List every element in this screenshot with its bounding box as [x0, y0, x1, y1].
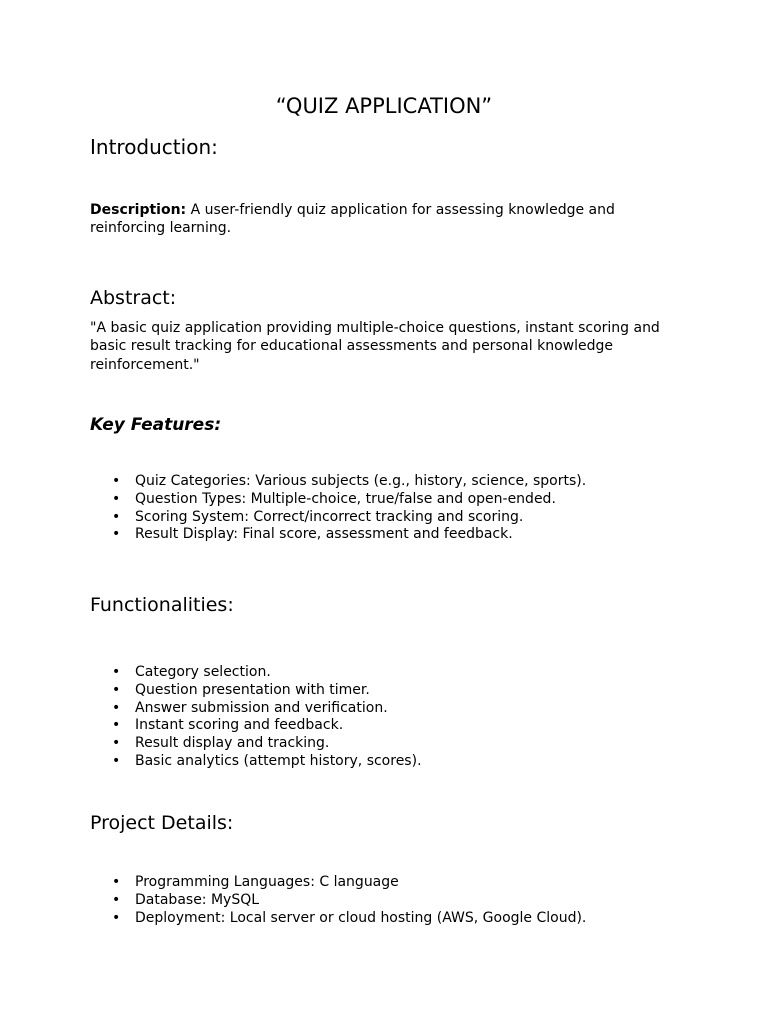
list-item	[90, 735, 422, 753]
description-text: A user-friendly quiz application for assessing knowledge and reinforcing learning.	[90, 202, 615, 237]
list-item-text: Answer submission and verification.	[135, 699, 388, 716]
document-title: “QUIZ APPLICATION”	[275, 94, 493, 118]
list-item-text: Result display and tracking.	[135, 735, 330, 752]
list-item-text: Result Display: Final score, assessment and feedback.	[135, 526, 513, 543]
bullet-icon: •	[112, 473, 121, 489]
bullet-icon: •	[112, 909, 121, 926]
project-details-heading: Project Details:	[90, 812, 234, 834]
introduction-heading: Introduction:	[90, 135, 218, 159]
description-paragraph	[90, 201, 670, 238]
bullet-icon: •	[112, 699, 121, 716]
bullet-icon: •	[112, 664, 121, 680]
list-item-text: Deployment: Local server or cloud hosting (AWS, Google Cloud).	[135, 909, 587, 926]
list-item	[90, 664, 422, 682]
bullet-icon: •	[112, 508, 121, 525]
list-item-text: Basic analytics (attempt history, scores).	[135, 752, 422, 769]
list-item-text: Question presentation with timer.	[135, 681, 370, 698]
list-item	[90, 509, 586, 527]
bullet-icon: •	[112, 717, 121, 734]
abstract-paragraph: "A basic quiz application providing multiple-choice questions, instant scoring and basic result tracking for educational assessments and personal knowledge reinforcement."	[90, 320, 660, 373]
list-item	[90, 874, 586, 892]
list-item	[90, 526, 586, 544]
list-item	[90, 910, 586, 928]
key-features-heading: Key Features:	[90, 415, 222, 435]
bullet-icon: •	[112, 681, 121, 698]
functionalities-list	[90, 664, 422, 771]
list-item	[90, 473, 586, 491]
abstract-heading: Abstract:	[90, 287, 177, 309]
list-item	[90, 491, 586, 509]
list-item	[90, 682, 422, 700]
list-item-text: Quiz Categories: Various subjects (e.g., history, science, sports).	[135, 473, 587, 489]
bullet-icon: •	[112, 735, 121, 752]
bullet-icon: •	[112, 891, 121, 908]
list-item-text: Programming Languages: C language	[135, 874, 399, 890]
project-details-list	[90, 874, 586, 927]
list-item-text: Category selection.	[135, 664, 271, 680]
list-item-text: Database: MySQL	[135, 891, 260, 908]
list-item-text: Scoring System: Correct/incorrect tracking and scoring.	[135, 508, 524, 525]
description-label: Description:	[90, 202, 187, 218]
bullet-icon: •	[112, 874, 121, 890]
list-item	[90, 717, 422, 735]
bullet-icon: •	[112, 490, 121, 507]
key-features-list	[90, 473, 586, 544]
list-item	[90, 892, 586, 910]
list-item	[90, 753, 422, 771]
list-item-text: Question Types: Multiple-choice, true/false and open-ended.	[135, 490, 556, 507]
list-item	[90, 700, 422, 718]
bullet-icon: •	[112, 752, 121, 769]
functionalities-heading: Functionalities:	[90, 594, 234, 616]
list-item-text: Instant scoring and feedback.	[135, 717, 344, 734]
bullet-icon: •	[112, 526, 121, 543]
